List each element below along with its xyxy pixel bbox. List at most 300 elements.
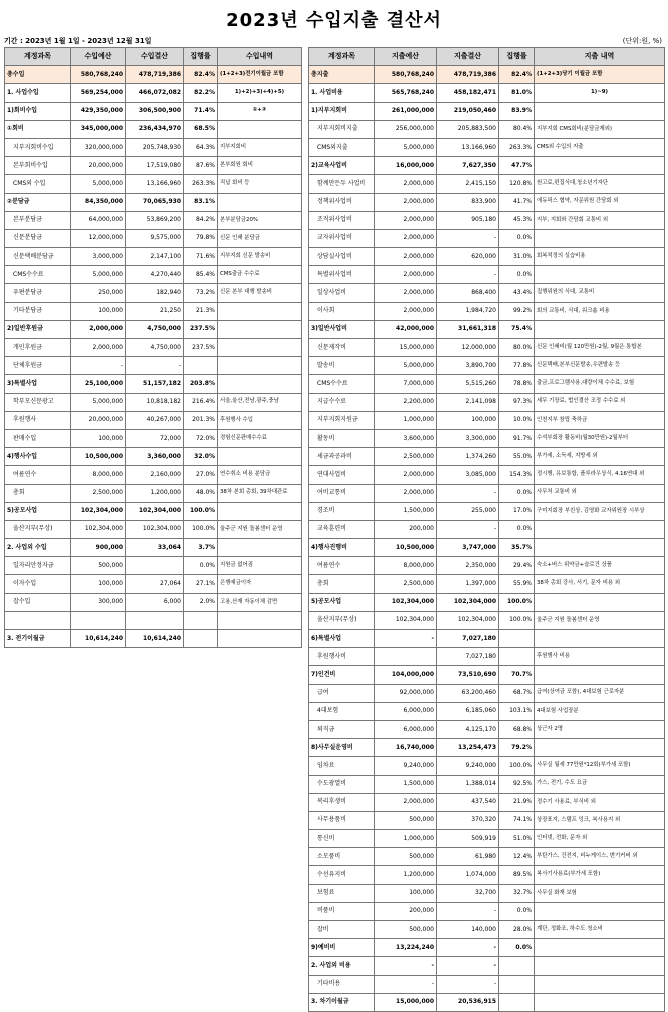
account-cell: 지부지회지원금 (309, 411, 375, 429)
rate-cell: 103.1% (499, 702, 535, 720)
note-cell: 급여(상여금 포함), 4대보험 근로자분 (535, 684, 665, 702)
account-cell: 1. 사업비용 (309, 84, 375, 102)
budget-cell: 102,304,000 (71, 520, 126, 538)
note-cell: (1+2+3)당기 이월금 포함 (535, 66, 665, 84)
note-cell (218, 339, 302, 357)
table-row (5, 211, 302, 229)
account-cell: 지급수수료 (309, 393, 375, 411)
table-row (5, 630, 302, 648)
note-cell (218, 193, 302, 211)
actual-cell: 13,254,473 (437, 739, 499, 757)
note-cell: 38차 본회 총회, 39차대관료 (218, 484, 302, 502)
account-cell: 수선유지비 (309, 866, 375, 884)
table-row (5, 248, 302, 266)
note-cell (535, 993, 665, 1011)
table-row (5, 175, 302, 193)
note-cell: (1+2+3)전기이월금 포함 (218, 66, 302, 84)
actual-cell: 466,072,082 (126, 84, 184, 102)
budget-cell: 5,000,000 (71, 393, 126, 411)
budget-cell: 5,000,000 (71, 266, 126, 284)
table-row (309, 520, 665, 538)
actual-cell: - (437, 902, 499, 920)
actual-cell: 2,350,000 (437, 557, 499, 575)
account-cell: 5)공모사업 (309, 593, 375, 611)
account-cell: 3)일반사업비 (309, 320, 375, 338)
table-row (309, 284, 665, 302)
actual-cell: 3,300,000 (437, 429, 499, 447)
budget-cell: 500,000 (71, 557, 126, 575)
rate-cell: 100.0% (499, 611, 535, 629)
rate-cell: 77.8% (499, 357, 535, 375)
budget-cell: 2,500,000 (375, 448, 437, 466)
note-cell (535, 539, 665, 557)
table-row (309, 993, 665, 1011)
table-row (309, 229, 665, 247)
note-cell: 회의 교통비, 식대, 워크숍 비용 (535, 302, 665, 320)
account-cell: 이사회 (309, 302, 375, 320)
note-cell: 신문 본부 대행 발송비 (218, 284, 302, 302)
budget-cell: 6,000,000 (375, 720, 437, 738)
actual-cell: 6,000 (126, 593, 184, 611)
actual-cell: 7,627,350 (437, 157, 499, 175)
budget-cell: 1,000,000 (375, 411, 437, 429)
budget-cell: 2,000,000 (375, 266, 437, 284)
table-row (309, 248, 665, 266)
note-cell (218, 320, 302, 338)
account-cell: 1. 사업수입 (5, 84, 71, 102)
budget-cell: 565,768,240 (375, 84, 437, 102)
note-cell: 사무실 화재 보험 (535, 884, 665, 902)
budget-cell: 2,000,000 (375, 484, 437, 502)
rate-cell: 68.5% (184, 120, 218, 138)
header-cell: 지출결산 (437, 48, 499, 66)
note-cell: 연수취소 비용 분담금 (218, 466, 302, 484)
note-cell: 복사기사용료(부가세 포함) (535, 866, 665, 884)
budget-cell: 2,000,000 (375, 466, 437, 484)
budget-cell: 16,740,000 (375, 739, 437, 757)
table-row (5, 357, 302, 375)
actual-cell: 10,818,182 (126, 393, 184, 411)
actual-cell: - (437, 957, 499, 975)
note-cell (218, 302, 302, 320)
account-cell: 잡수입 (5, 593, 71, 611)
rate-cell: 263.3% (184, 175, 218, 193)
rate-cell: 73.2% (184, 284, 218, 302)
note-cell (535, 975, 665, 993)
table-row (5, 302, 302, 320)
account-cell: ②분담금 (5, 193, 71, 211)
actual-cell: 833,900 (437, 193, 499, 211)
note-cell: 정시행, 유보통합, 플루라우상식, 4.16연대 외 (535, 466, 665, 484)
actual-cell: 33,064 (126, 539, 184, 557)
actual-cell: 32,700 (437, 884, 499, 902)
table-row (5, 320, 302, 338)
actual-cell: 1,984,720 (437, 302, 499, 320)
actual-cell: 509,919 (437, 830, 499, 848)
account-cell: 판매수입 (5, 429, 71, 447)
rate-cell: 82.4% (184, 66, 218, 84)
table-row (309, 357, 665, 375)
budget-cell: - (375, 630, 437, 648)
budget-cell: 1,200,000 (375, 866, 437, 884)
budget-cell: 84,350,000 (71, 193, 126, 211)
rate-cell: 80.4% (499, 120, 535, 138)
rate-cell: 27.1% (184, 575, 218, 593)
table-row (5, 229, 302, 247)
actual-cell: 3,085,000 (437, 466, 499, 484)
note-cell: 사무처 교통비 외 (535, 484, 665, 502)
budget-cell: 8,000,000 (71, 466, 126, 484)
note-cell: 상근자 2명 (535, 720, 665, 738)
note-cell (535, 902, 665, 920)
note-cell: CMS외 수입의 지출 (535, 138, 665, 156)
rate-cell: 100.0% (499, 757, 535, 775)
actual-cell: 458,182,471 (437, 84, 499, 102)
unit-label: (단위:원, %) (622, 37, 662, 45)
note-cell: 부탄가스, 건전지, 비누케이스, 변기커버 외 (535, 848, 665, 866)
rate-cell: 99.2% (499, 302, 535, 320)
account-cell: 8)사무실운영비 (309, 739, 375, 757)
actual-cell: 40,267,000 (126, 411, 184, 429)
account-cell: 1)지부지회비 (309, 102, 375, 120)
actual-cell: - (437, 229, 499, 247)
table-row (309, 757, 665, 775)
note-cell: CMS출금 수수료 (218, 266, 302, 284)
table-row (309, 448, 665, 466)
rate-cell (184, 630, 218, 648)
actual-cell: 13,166,960 (437, 138, 499, 156)
period-label: 기간 : 2023년 1월 1일 - 2023년 12월 31일 (4, 37, 152, 45)
budget-cell: 42,000,000 (375, 320, 437, 338)
account-cell: 총수입 (5, 66, 71, 84)
note-cell: 본부분담금20% (218, 211, 302, 229)
actual-cell: 4,750,000 (126, 339, 184, 357)
actual-cell: 1,397,000 (437, 575, 499, 593)
actual-cell: 1,200,000 (126, 484, 184, 502)
actual-cell: 6,185,060 (437, 702, 499, 720)
account-cell: 이자수입 (5, 575, 71, 593)
note-cell (218, 357, 302, 375)
budget-cell: 25,100,000 (71, 375, 126, 393)
account-cell: 2. 사업외 수입 (5, 539, 71, 557)
actual-cell: 140,000 (437, 921, 499, 939)
budget-cell: 9,240,000 (375, 757, 437, 775)
account-cell: 급여 (309, 684, 375, 702)
rate-cell (499, 957, 535, 975)
header-cell: 집행률 (184, 48, 218, 66)
rate-cell: 74.1% (499, 811, 535, 829)
budget-cell (71, 611, 126, 629)
expense-table (308, 47, 665, 1012)
actual-cell: 31,661,318 (437, 320, 499, 338)
rate-cell: 0.0% (184, 557, 218, 575)
note-cell: 인천지부 창립 축하금 (535, 411, 665, 429)
rate-cell: 92.5% (499, 775, 535, 793)
budget-cell: 102,304,000 (71, 502, 126, 520)
rate-cell: 100.0% (184, 502, 218, 520)
rate-cell: 82.4% (499, 66, 535, 84)
account-cell: 일자리안정자금 (5, 557, 71, 575)
rate-cell: 100.0% (499, 593, 535, 611)
note-cell: 가스, 전기, 수도 요금 (535, 775, 665, 793)
rate-cell: 27.0% (184, 466, 218, 484)
rate-cell: 0.0% (499, 520, 535, 538)
note-cell: 집행위원의 식대, 교통비 (535, 284, 665, 302)
rate-cell: 21.9% (499, 793, 535, 811)
actual-cell: 9,575,000 (126, 229, 184, 247)
note-cell: 지부지회 신문 발송비 (218, 248, 302, 266)
budget-cell: 320,000,000 (71, 138, 126, 156)
account-cell: 1)회비수입 (5, 102, 71, 120)
rate-cell (184, 357, 218, 375)
budget-cell: 13,224,240 (375, 939, 437, 957)
header-cell: 수입결산 (126, 48, 184, 66)
budget-cell: 3,000,000 (71, 248, 126, 266)
table-row (5, 375, 302, 393)
table-row (309, 939, 665, 957)
budget-cell: 2,000,000 (375, 248, 437, 266)
note-cell (218, 448, 302, 466)
rate-cell: 203.8% (184, 375, 218, 393)
actual-cell (126, 611, 184, 629)
account-cell: 세금과공과비 (309, 448, 375, 466)
rate-cell: 29.4% (499, 557, 535, 575)
account-cell: 사무용품비 (309, 811, 375, 829)
note-cell: 지부지회 CMS회비(분담금제외) (535, 120, 665, 138)
note-cell: 신문택배,본부신문발송,우편발송 등 (535, 357, 665, 375)
table-row (5, 484, 302, 502)
note-cell: 사무실 월세 77만원*12회(부가세 포함) (535, 757, 665, 775)
budget-cell: 569,254,000 (71, 84, 126, 102)
account-cell: 보험료 (309, 884, 375, 902)
actual-cell: 4,750,000 (126, 320, 184, 338)
actual-cell: 12,000,000 (437, 339, 499, 357)
budget-cell: 102,304,000 (375, 593, 437, 611)
budget-cell: 20,000,000 (71, 411, 126, 429)
rate-cell: 75.4% (499, 320, 535, 338)
budget-cell: 2,000,000 (71, 320, 126, 338)
account-cell: 교육훈련비 (309, 520, 375, 538)
table-row (309, 830, 665, 848)
budget-cell: 5,000,000 (71, 175, 126, 193)
note-cell: 출금,프로그램사용,대량이체 수수료, 보험 (535, 375, 665, 393)
account-cell: 2. 사업외 비용 (309, 957, 375, 975)
actual-cell: 20,536,915 (437, 993, 499, 1011)
actual-cell: 2,147,100 (126, 248, 184, 266)
actual-cell: 1,374,260 (437, 448, 499, 466)
budget-cell: 10,614,240 (71, 630, 126, 648)
budget-cell: 102,304,000 (375, 611, 437, 629)
actual-cell: 1,074,000 (437, 866, 499, 884)
actual-cell: 2,415,150 (437, 175, 499, 193)
table-row (5, 575, 302, 593)
budget-cell: 200,000 (375, 902, 437, 920)
rate-cell: 12.4% (499, 848, 535, 866)
rate-cell: 48.0% (184, 484, 218, 502)
note-cell: 지부, 지회와 간담회 교통비 외 (535, 211, 665, 229)
header-cell: 계정과목 (5, 48, 71, 66)
budget-cell: 429,350,000 (71, 102, 126, 120)
budget-cell: 1,500,000 (375, 502, 437, 520)
note-cell: ①+② (218, 102, 302, 120)
actual-cell: 10,614,240 (126, 630, 184, 648)
budget-cell: 8,000,000 (375, 557, 437, 575)
table-row (5, 539, 302, 557)
rate-cell: 237.5% (184, 320, 218, 338)
table-row (5, 393, 302, 411)
table-row (309, 720, 665, 738)
header-cell: 수입예산 (71, 48, 126, 66)
budget-cell: 500,000 (375, 921, 437, 939)
actual-cell: 2,141,098 (437, 393, 499, 411)
rate-cell: 97.3% (499, 393, 535, 411)
budget-cell: 10,500,000 (71, 448, 126, 466)
rate-cell: 80.0% (499, 339, 535, 357)
account-cell: 지부지회비수입 (5, 138, 71, 156)
account-cell: 학부모신문광고 (5, 393, 71, 411)
header-cell: 지출예산 (375, 48, 437, 66)
rate-cell: 41.7% (499, 193, 535, 211)
account-cell: 신문택배분담금 (5, 248, 71, 266)
table-row (5, 138, 302, 156)
note-cell: 경험신문판매수수료 (218, 429, 302, 447)
account-cell: 수도광열비 (309, 775, 375, 793)
budget-cell: 7,000,000 (375, 375, 437, 393)
rate-cell: 84.2% (184, 211, 218, 229)
table-row (5, 557, 302, 575)
account-cell: 개인후원금 (5, 339, 71, 357)
budget-cell: 250,000 (71, 284, 126, 302)
note-cell (535, 102, 665, 120)
note-cell (535, 266, 665, 284)
account-cell: 울산지부(무상) (5, 520, 71, 538)
rate-cell: 72.0% (184, 429, 218, 447)
account-cell: CMS외지출 (309, 138, 375, 156)
actual-cell: - (437, 939, 499, 957)
rate-cell: 83.1% (184, 193, 218, 211)
income-header-row (5, 48, 302, 66)
account-cell: 단체후원금 (5, 357, 71, 375)
note-cell (535, 320, 665, 338)
table-row (5, 611, 302, 629)
budget-cell: 300,000 (71, 593, 126, 611)
actual-cell: 70,065,930 (126, 193, 184, 211)
budget-cell: 580,768,240 (71, 66, 126, 84)
account-cell: 기타비용 (309, 975, 375, 993)
actual-cell: 100,000 (437, 411, 499, 429)
table-row (309, 539, 665, 557)
account-cell: 함께만든두 사업비 (309, 175, 375, 193)
account-cell: 교자위사업비 (309, 229, 375, 247)
table-row (309, 957, 665, 975)
budget-cell: 2,000,000 (375, 302, 437, 320)
table-row (5, 84, 302, 102)
actual-cell: 63,200,460 (437, 684, 499, 702)
budget-cell: 2,000,000 (375, 284, 437, 302)
budget-cell: 20,000,000 (71, 157, 126, 175)
account-cell: 7)인건비 (309, 666, 375, 684)
account-cell: 2)교육사업비 (309, 157, 375, 175)
header-cell: 계정과목 (309, 48, 375, 66)
table-row (309, 902, 665, 920)
rate-cell: 71.6% (184, 248, 218, 266)
account-cell: 퇴직금 (309, 720, 375, 738)
actual-cell: 4,125,170 (437, 720, 499, 738)
account-cell: 통신비 (309, 830, 375, 848)
budget-cell: 2,000,000 (375, 211, 437, 229)
rate-cell: 17.0% (499, 502, 535, 520)
note-cell (535, 939, 665, 957)
account-cell: 3. 전기이월금 (5, 630, 71, 648)
table-row (309, 666, 665, 684)
actual-cell: 7,027,180 (437, 630, 499, 648)
account-cell: 특별위사업비 (309, 266, 375, 284)
budget-cell: 5,000,000 (375, 357, 437, 375)
rate-cell: 3.7% (184, 539, 218, 557)
actual-cell: 9,240,000 (437, 757, 499, 775)
actual-cell: 236,434,970 (126, 120, 184, 138)
table-row (309, 429, 665, 447)
table-row (309, 593, 665, 611)
actual-cell: 370,320 (437, 811, 499, 829)
table-row (309, 811, 665, 829)
table-row (309, 793, 665, 811)
budget-cell: 256,000,000 (375, 120, 437, 138)
header-cell: 지출 내역 (535, 48, 665, 66)
account-cell: 본부회비수입 (5, 157, 71, 175)
actual-cell: 73,510,690 (437, 666, 499, 684)
table-row (309, 320, 665, 338)
budget-cell: 6,000,000 (375, 702, 437, 720)
note-cell: 구미지회장 부친상, 김영화 교자위원장 시부상 (535, 502, 665, 520)
note-cell: 신문 인쇄비(월 120만원)-2월, 9월은 통합본 (535, 339, 665, 357)
table-row (5, 193, 302, 211)
table-row (309, 302, 665, 320)
table-row (5, 339, 302, 357)
note-cell (535, 630, 665, 648)
note-cell (535, 229, 665, 247)
budget-cell: 1,000,000 (375, 830, 437, 848)
actual-cell: 219,050,460 (437, 102, 499, 120)
actual-cell: 102,304,000 (126, 520, 184, 538)
note-cell (218, 375, 302, 393)
actual-cell: 306,500,900 (126, 102, 184, 120)
rate-cell: 85.4% (184, 266, 218, 284)
page-title: 2023년 수입지출 결산서 (226, 10, 442, 31)
actual-cell: 3,747,000 (437, 539, 499, 557)
table-row (5, 120, 302, 138)
rate-cell: 79.8% (184, 229, 218, 247)
table-row (309, 393, 665, 411)
account-cell: 여름연수 (309, 557, 375, 575)
note-cell (218, 502, 302, 520)
note-cell: 원고료,편집식대,청소년기자단 (535, 175, 665, 193)
account-cell: 비품비 (309, 902, 375, 920)
table-row (309, 684, 665, 702)
table-row (5, 266, 302, 284)
note-cell: 계단, 정화조, 하수도 청소비 (535, 921, 665, 939)
rate-cell: 64.3% (184, 138, 218, 156)
actual-cell: 53,869,200 (126, 211, 184, 229)
table-row (309, 211, 665, 229)
note-cell: 수석부회장 활동비(월30만원)-2월부터 (535, 429, 665, 447)
account-cell: 후원행사 (5, 411, 71, 429)
table-row (309, 66, 665, 84)
table-row (309, 739, 665, 757)
note-cell: 울주군 지원 돌봄센터 운영 (535, 611, 665, 629)
note-cell (535, 957, 665, 975)
budget-cell: 15,000,000 (375, 339, 437, 357)
